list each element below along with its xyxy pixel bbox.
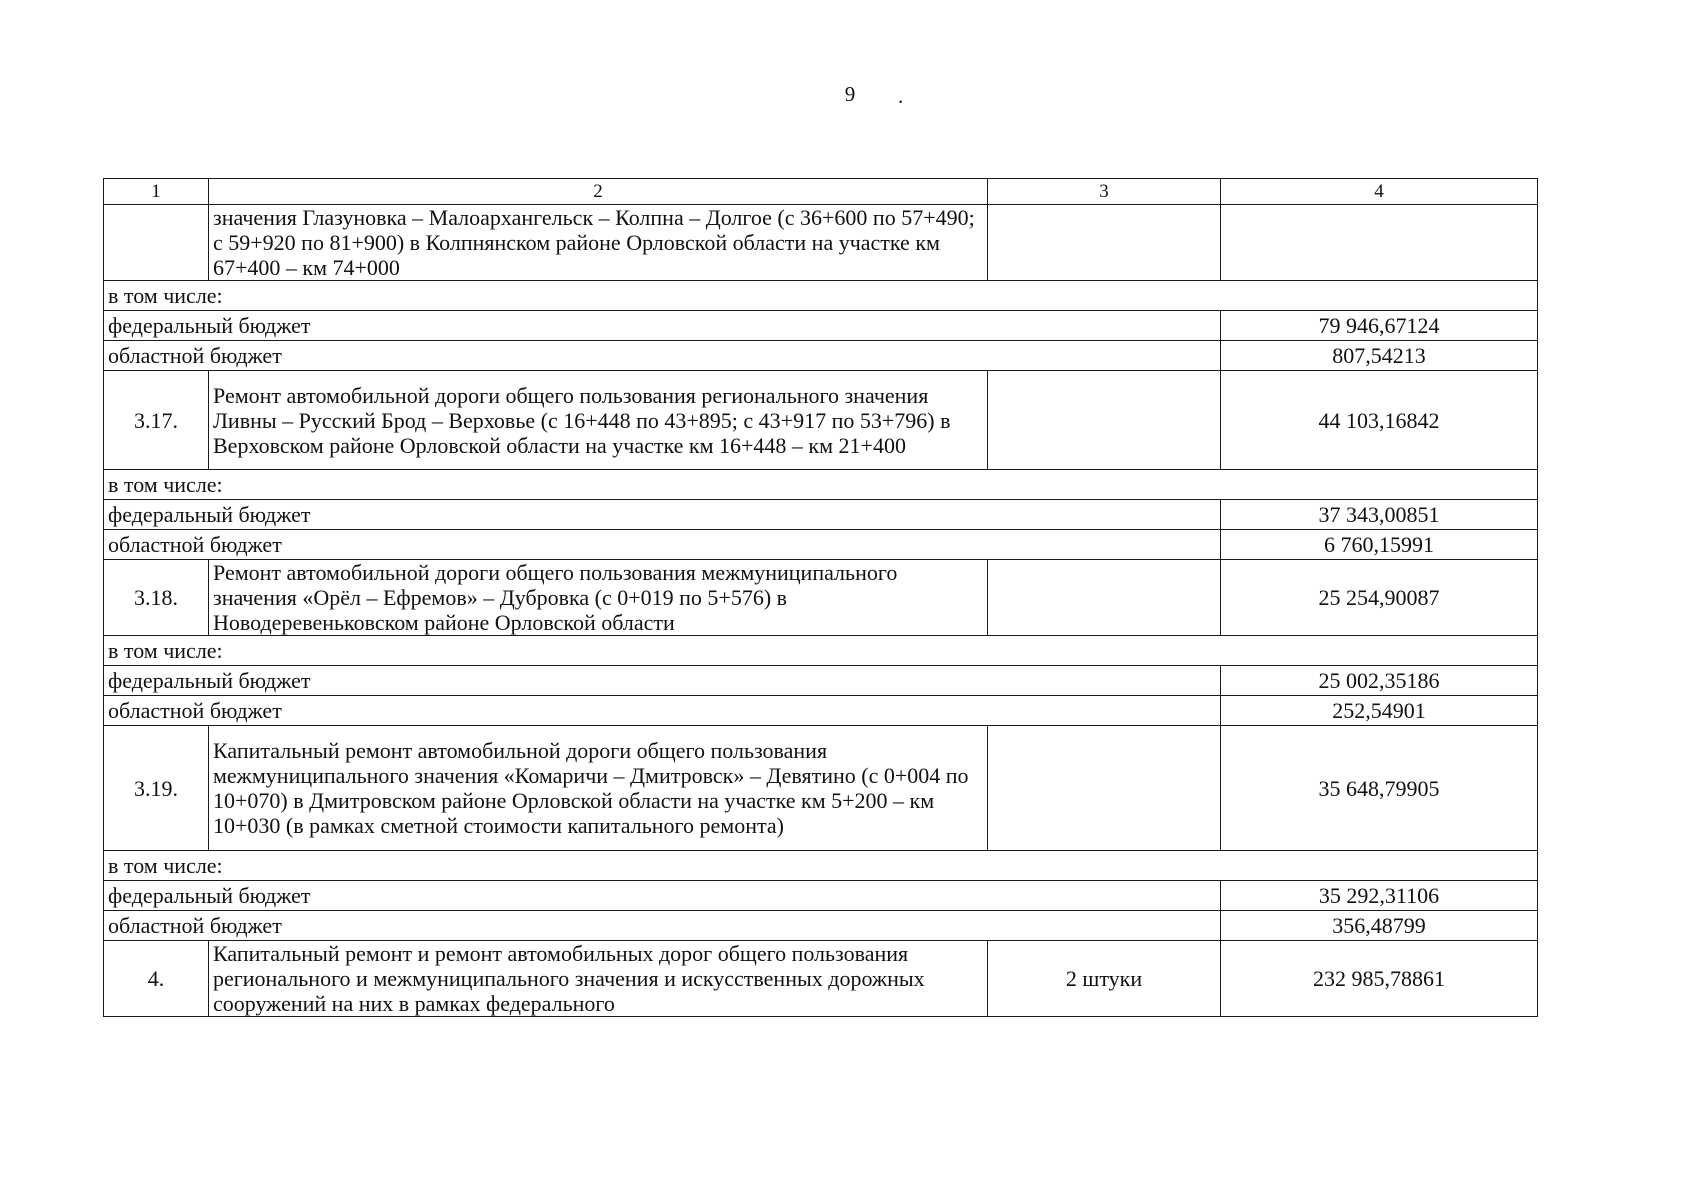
including-note: в том числе:: [104, 470, 1538, 500]
including-note: в том числе:: [104, 281, 1538, 311]
table-row: [104, 311, 1538, 341]
item-description: Ремонт автомобильной дороги общего пользования межмуниципального значения «Орёл – Ефремов» – Дубровка (с 0+019 по 5+576) в Новодеревеньковском районе Орловской области: [209, 560, 988, 636]
table-row: [104, 941, 1538, 1017]
item-number: 3.19.: [104, 726, 209, 851]
budget-value: 37 343,00851: [1221, 500, 1538, 530]
header-cell: 2: [209, 179, 988, 205]
budget-value: 356,48799: [1221, 911, 1538, 941]
table-row: [104, 636, 1538, 666]
item-quantity: [988, 560, 1221, 636]
budget-label: областной бюджет: [104, 530, 1221, 560]
budget-value: 252,54901: [1221, 696, 1538, 726]
table-row: [104, 726, 1538, 851]
budget-label: областной бюджет: [104, 341, 1221, 371]
item-description: Капитальный ремонт автомобильной дороги общего пользования межмуниципального значения «Комаричи – Дмитровск» – Девятино (с 0+004 по 10+070) в Дмитровском районе Орловской области на участке км 5+200 – км 10+030 (в рамках сметной стоимости капитального ремонта): [209, 726, 988, 851]
table-row: [104, 371, 1538, 470]
item-value: 25 254,90087: [1221, 560, 1538, 636]
table-row: [104, 911, 1538, 941]
item-number: 3.18.: [104, 560, 209, 636]
table-row: [104, 881, 1538, 911]
item-description: значения Глазуновка – Малоархангельск – Колпна – Долгое (с 36+600 по 57+490; с 59+920 по 81+900) в Колпнянском районе Орловской области на участке км 67+400 – км 74+000: [209, 205, 988, 281]
budget-table: [103, 178, 1538, 1017]
table-row: [104, 530, 1538, 560]
table-row: [104, 470, 1538, 500]
item-quantity: [988, 726, 1221, 851]
budget-label: федеральный бюджет: [104, 666, 1221, 696]
table-row: [104, 205, 1538, 281]
table-row: [104, 341, 1538, 371]
item-number: 3.17.: [104, 371, 209, 470]
header-cell: 3: [988, 179, 1221, 205]
page-number: 9: [844, 82, 856, 106]
including-note: в том числе:: [104, 636, 1538, 666]
table-header-row: [104, 179, 1538, 205]
item-description: Капитальный ремонт и ремонт автомобильных дорог общего пользования регионального и межмуниципального значения и искусственных дорожных сооружений на них в рамках федерального: [209, 941, 988, 1017]
budget-label: федеральный бюджет: [104, 881, 1221, 911]
item-number: [104, 205, 209, 281]
header-cell: 4: [1221, 179, 1538, 205]
table-row: [104, 500, 1538, 530]
item-quantity: 2 штуки: [988, 941, 1221, 1017]
budget-value: 35 292,31106: [1221, 881, 1538, 911]
table-row: [104, 560, 1538, 636]
budget-value: 25 002,35186: [1221, 666, 1538, 696]
header-cell: 1: [104, 179, 209, 205]
table-row: [104, 666, 1538, 696]
budget-label: федеральный бюджет: [104, 500, 1221, 530]
budget-value: 79 946,67124: [1221, 311, 1538, 341]
item-quantity: [988, 205, 1221, 281]
budget-label: областной бюджет: [104, 696, 1221, 726]
item-number: 4.: [104, 941, 209, 1017]
item-value: [1221, 205, 1538, 281]
item-value: 35 648,79905: [1221, 726, 1538, 851]
budget-label: областной бюджет: [104, 911, 1221, 941]
item-description: Ремонт автомобильной дороги общего пользования регионального значения Ливны – Русский Брод – Верховье (с 16+448 по 43+895; с 43+917 по 53+796) в Верховском районе Орловской области на участке км 16+448 – км 21+400: [209, 371, 988, 470]
budget-value: 6 760,15991: [1221, 530, 1538, 560]
budget-value: 807,54213: [1221, 341, 1538, 371]
including-note: в том числе:: [104, 851, 1538, 881]
page-mark: .: [898, 84, 904, 108]
table-row: [104, 696, 1538, 726]
table-row: [104, 281, 1538, 311]
budget-label: федеральный бюджет: [104, 311, 1221, 341]
item-value: 44 103,16842: [1221, 371, 1538, 470]
table-row: [104, 851, 1538, 881]
item-value: 232 985,78861: [1221, 941, 1538, 1017]
item-quantity: [988, 371, 1221, 470]
